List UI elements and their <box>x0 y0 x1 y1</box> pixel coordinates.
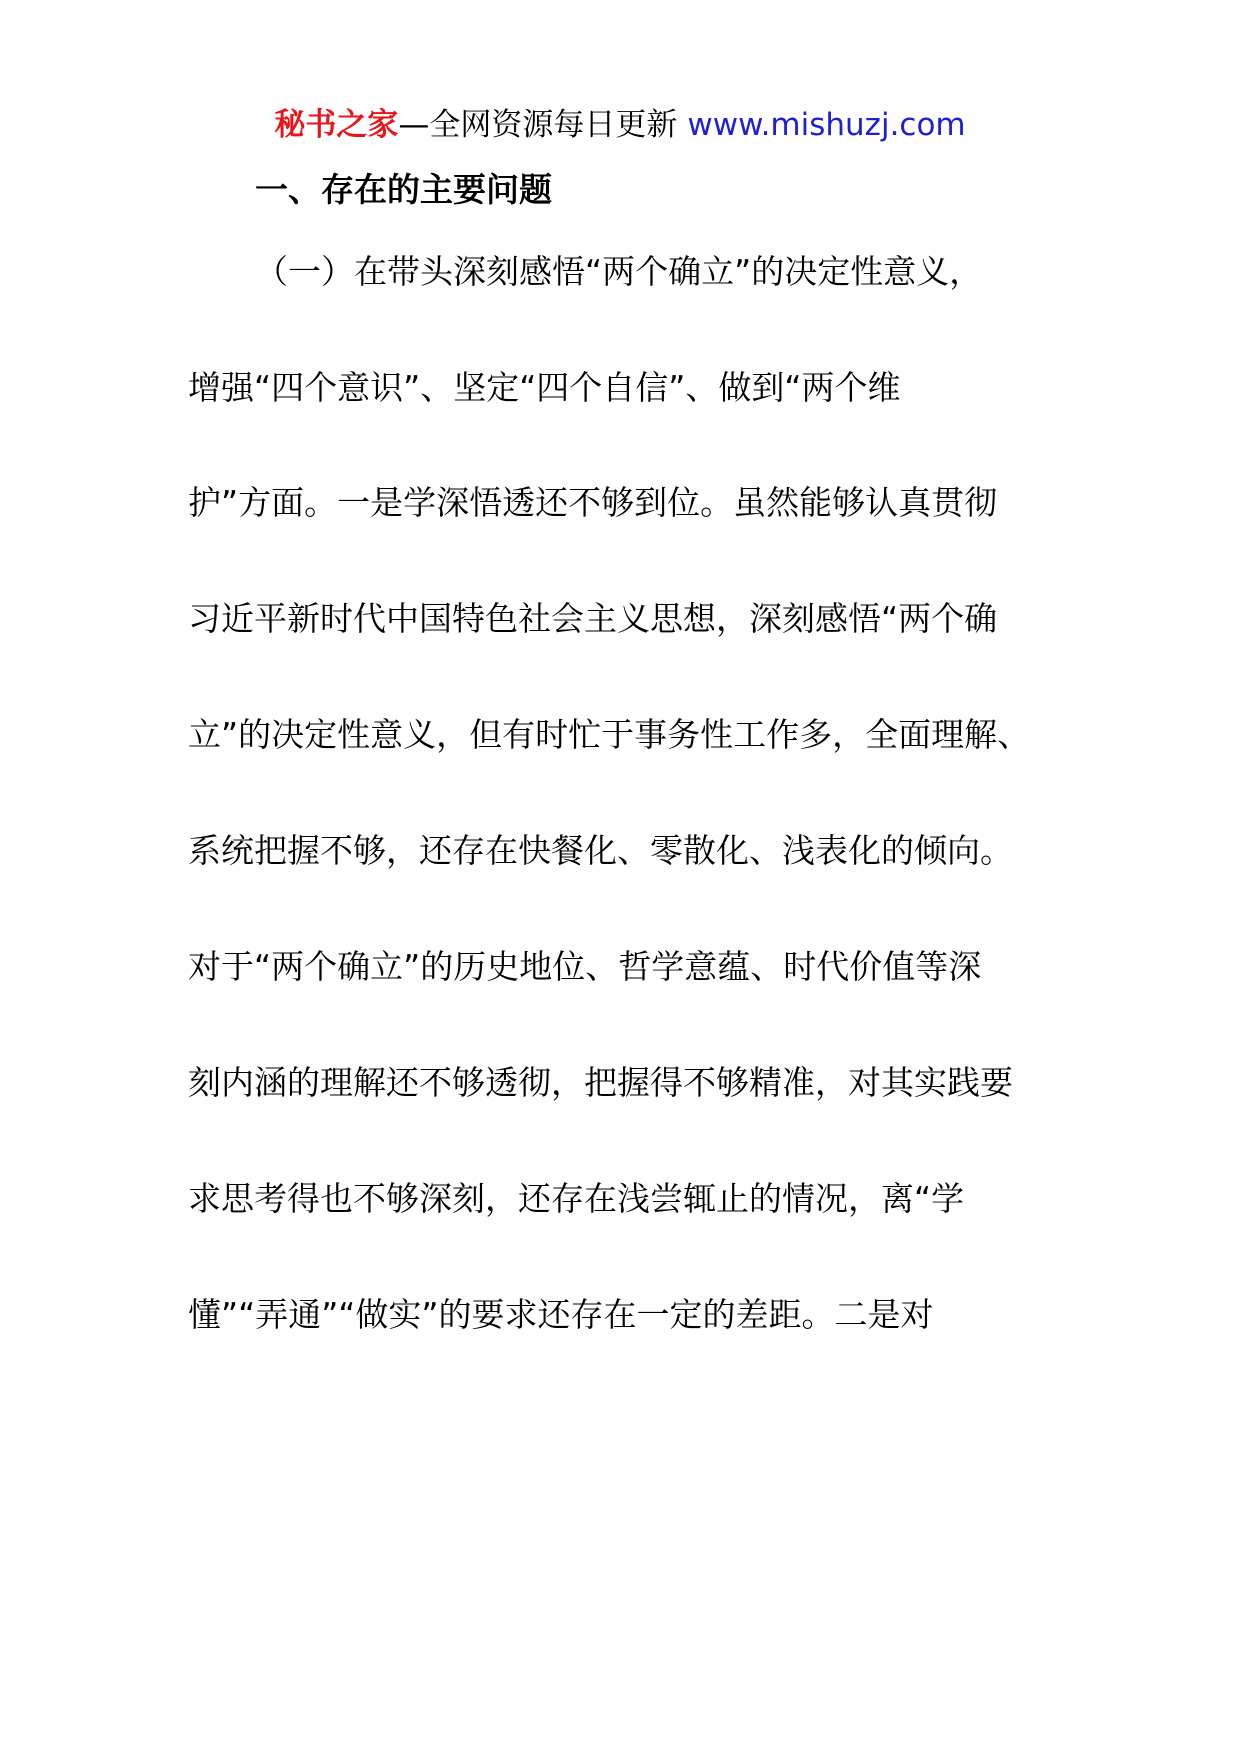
paragraph-line: 懂”“弄通”“做实”的要求还存在一定的差距。二是对 <box>188 1295 934 1334</box>
paragraph-line: 对于“两个确立”的历史地位、哲学意蕴、时代价值等深 <box>188 947 982 986</box>
site-url-link[interactable]: www.mishuzj.com <box>687 107 966 143</box>
paragraph-line: 护”方面。一是学深悟透还不够到位。虽然能够认真贯彻 <box>188 483 998 522</box>
paragraph-line: 刻内涵的理解还不够透彻，把握得不够精准，对其实践要 <box>188 1063 1013 1102</box>
paragraph-line: 系统把握不够，还存在快餐化、零散化、浅表化的倾向。 <box>188 831 1013 870</box>
paragraph-line: 求思考得也不够深刻，还存在浅尝辄止的情况，离“学 <box>188 1179 965 1218</box>
site-slogan: —全网资源每日更新 <box>398 107 678 143</box>
paragraph-line: 习近平新时代中国特色社会主义思想，深刻感悟“两个确 <box>188 599 998 638</box>
section-heading: 一、存在的主要问题 <box>255 170 552 209</box>
paragraph-line: （一）在带头深刻感悟“两个确立”的决定性意义， <box>255 252 983 291</box>
paragraph-line: 立”的决定性意义，但有时忙于事务性工作多，全面理解、 <box>188 715 1031 754</box>
site-header <box>0 104 1240 146</box>
site-brand: 秘书之家 <box>274 107 399 143</box>
paragraph-line: 增强“四个意识”、坚定“四个自信”、做到“两个维 <box>188 368 901 407</box>
